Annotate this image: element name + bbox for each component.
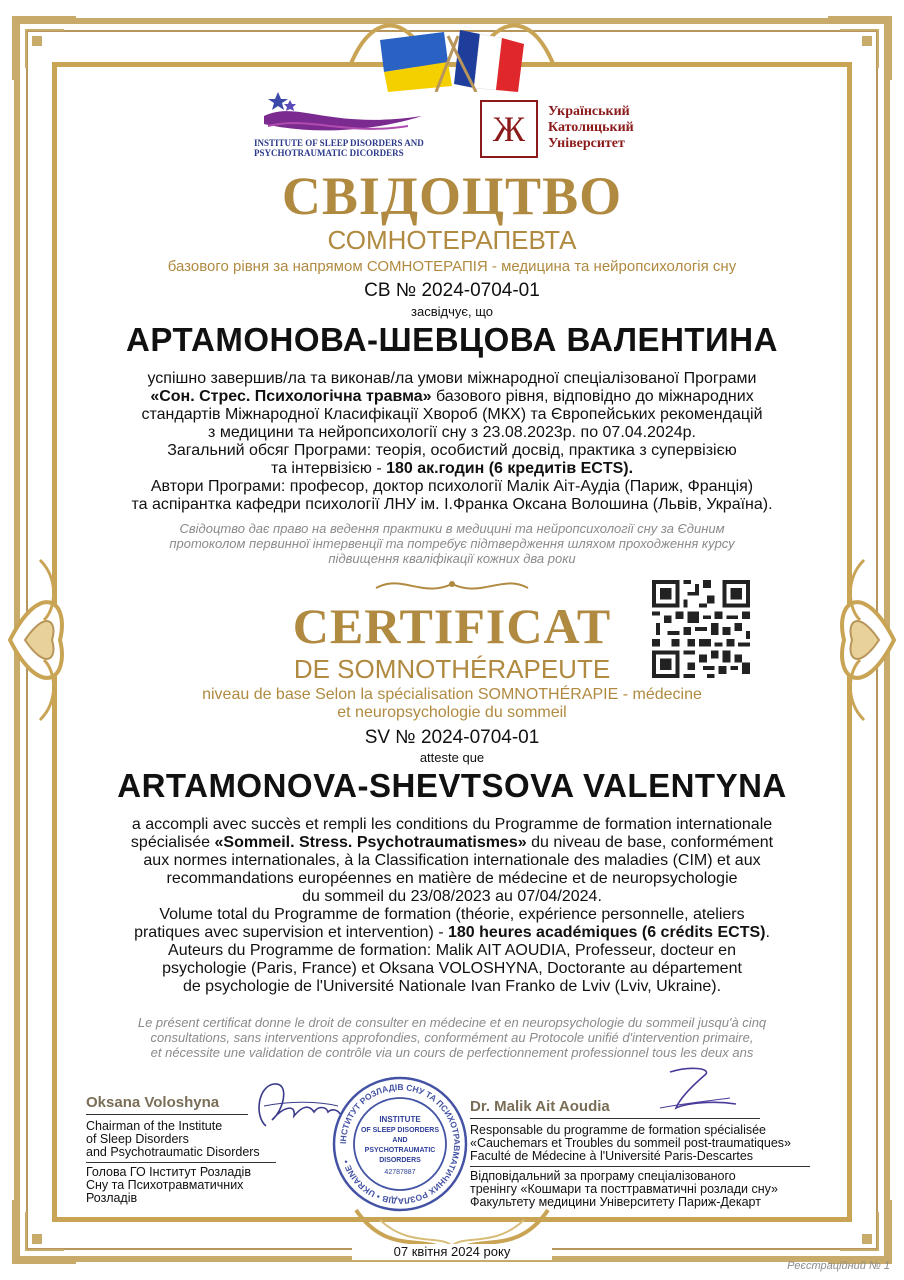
right-signatory-name: Dr. Malik Ait Aoudia — [470, 1098, 610, 1115]
corner-ornament-icon — [10, 1196, 80, 1266]
fr-body: a accompli avec succès et rempli les conditions du Programme de formation internationale spécialisée «Sommeil. Stress. Psychotraumatismes» du niveau de base, conformément aux normes internationales, à la Classification internationale des maladies (CIM) et aux recommandations européennes en matière de médecine et de neuropsychologie du sommeil du 23/08/2023 au 07/04/2024. Volume total du Programme de formation (théorie, expérience personnelle, ateliers pratiques avec supervision et intervention) - 180 heures académiques (6 crédits ECTS). Auteurs du Programme de formation: Malik AIT AOUDIA, Professeur, docteur en psychologie (Paris, France) et Oksana VOLOSHYNA, Doctorante au département de psychologie de l'Université Nationale Ivan Franko de Lviv (Lviv, Ukraine). — [130, 816, 774, 995]
svg-text:OF SLEEP DISORDERS: OF SLEEP DISORDERS — [360, 1127, 440, 1134]
left-signatory: Oksana Voloshyna Chairman of the Institute of Sleep Disorders and Psychotraumatic Disorders Голова ГО Інститут Розладів Сну та Психотравматичних Розладів — [86, 1094, 276, 1205]
svg-text:ІНСТИТУТ РОЗЛАДІВ СНУ ТА ПСИХО — [338, 1082, 462, 1206]
institute-logo — [252, 86, 432, 166]
corner-ornament-icon — [824, 14, 894, 84]
ua-body: успішно завершив/ла та виконав/ла умови міжнародної спеціалізованої Програми «Сон. Стрес. Психологічна травма» базового рівня, відповідно до міжнародних стандартів Міжнародної Класифікації Хвороб (МКХ) та Європейських рекомендацій з медицини та нейропсихології сну з 23.08.2023р. по 07.04.2024р. Загальний обсяг Програми: теорія, особистий досвід, практика з супервізією та інтервізією - 180 ак.годин (6 кредитів ECTS). Автори Програми: професор, доктор психології Малік Аіт-Аудіа (Париж, Франція) та аспірантка кафедри психології ЛНУ ім. І.Франка Оксана Волошина (Львів, Україна). — [131, 370, 773, 513]
fr-number: SV № 2024-0704-01 — [364, 727, 540, 748]
ua-subtitle: СОМНОТЕРАПЕВТА — [327, 225, 577, 255]
ua-program-title: «Сон. Стрес. Психологічна травма» — [150, 388, 432, 405]
flags-emblem — [340, 6, 564, 92]
ua-hours: 180 ак.годин (6 кредитів ECTS). — [386, 460, 634, 477]
ua-level: базового рівня за напрямом СОМНОТЕРАПІЯ - медицина та нейропсихологія сну — [167, 258, 737, 275]
ua-recipient-name: АРТАМОНОВА-ШЕВЦОВА ВАЛЕНТИНА — [126, 321, 778, 358]
fr-recipient-name: ARTAMONOVA-SHEVTSOVA VALENTYNA — [117, 767, 787, 804]
fr-hours: 180 heures académiques (6 crédits ECTS) — [448, 924, 766, 941]
fr-subtitle: DE SOMNOTHÉRAPEUTE — [293, 654, 611, 684]
signature-line — [470, 1166, 810, 1167]
corner-ornament-icon — [10, 14, 80, 84]
ucu-logo-icon: Ж — [480, 100, 538, 158]
registry-number: Реєстраційний № 1 — [787, 1260, 890, 1272]
fr-program-title: «Sommeil. Stress. Psychotraumatismes» — [214, 834, 527, 851]
institute-logo-text: INSTITUTE OF SLEEP DISORDERS AND PSYCHOTRAUMATIC DICORDERS — [254, 138, 424, 158]
issue-date: 07 квітня 2024 року — [352, 1244, 552, 1260]
stamp-ring-text: ІНСТИТУТ РОЗЛАДІВ СНУ ТА ПСИХОТРАВМАТИЧНИХ РОЗЛАДІВ • UKRAINE • — [337, 1081, 463, 1207]
fr-certifies: atteste que — [419, 750, 485, 765]
institute-logo-icon — [258, 86, 428, 138]
svg-text:42787887: 42787887 — [384, 1169, 416, 1176]
ua-note: Свідоцтво дає право на ведення практики в медицині та нейропсихології сну за Єдиним протоколом первинної інтервенції та потребує підтвердження шляхом проходження курсу підвищення кваліфікації кожних два роки — [169, 521, 735, 566]
svg-text:INSTITUTE: INSTITUTE — [379, 1115, 421, 1124]
divider-ornament-icon — [372, 574, 532, 600]
left-signatory-name: Oksana Voloshyna — [86, 1094, 220, 1111]
right-handwritten-signature-icon — [640, 1064, 740, 1116]
fr-level: niveau de base Selon la spécialisation SOMNOTHÉRAPIE - médecine et neuropsychologie du sommeil — [202, 686, 702, 721]
corner-ornament-icon — [824, 1196, 894, 1266]
right-signatory: Dr. Malik Ait Aoudia Responsable du programme de formation spécialisée «Cauchemars et Troubles du sommeil post-traumatiques» Faculté de Médecine à l'Université Paris-Descartes Відповідальний за програму спеціалізованого тренінгу «Кошмари та посттравматичні розлади сну» Факультету медицини Університету Париж-Декарт — [470, 1098, 830, 1209]
signature-line — [470, 1118, 760, 1119]
fr-note: Le présent certificat donne le droit de consulter en médecine et en neuropsychologie du sommeil jusqu'à cinq consultations, sans interventions approfondies, conformément au Protocole unifié d'intervention primaire, et nécessite une validation de contrôle via un cours de perfectionnement professionnel tous les deux ans — [137, 1015, 767, 1060]
svg-text:AND: AND — [392, 1137, 408, 1144]
signature-line — [86, 1162, 276, 1163]
svg-text:PSYCHOTRAUMATIC: PSYCHOTRAUMATIC — [364, 1147, 436, 1154]
ua-number: СВ № 2024-0704-01 — [364, 280, 540, 301]
left-handwritten-signature-icon — [244, 1076, 344, 1136]
ua-title: СВІДОЦТВО — [281, 166, 623, 226]
ua-certifies: засвідчує, що — [411, 304, 493, 319]
ucu-logo — [480, 96, 660, 162]
ukraine-flag-icon — [380, 32, 452, 92]
signature-line — [86, 1114, 248, 1115]
fr-title: CERTIFICAT — [292, 598, 612, 654]
svg-text:DISORDERS: DISORDERS — [379, 1157, 421, 1164]
france-flag-icon — [454, 30, 524, 92]
seal-stamp-icon — [330, 1074, 470, 1214]
ucu-logo-text: Український Католицький Університет — [548, 104, 634, 151]
